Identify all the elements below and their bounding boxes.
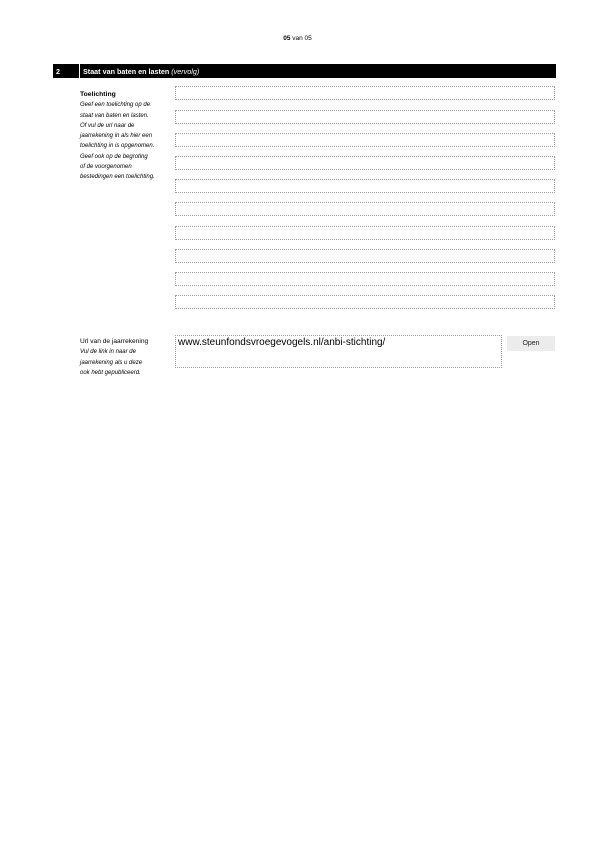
toelichting-line-4[interactable] xyxy=(175,156,555,170)
toelichting-line-9[interactable] xyxy=(175,272,555,286)
help-line: staat van baten en lasten. xyxy=(80,112,149,119)
toelichting-line-1[interactable] xyxy=(175,86,555,100)
url-help-line: jaarrekening als u deze xyxy=(80,359,143,366)
help-line: of de voorgenomen xyxy=(80,164,132,171)
help-line: jaarrekening in als hier een xyxy=(80,133,153,140)
page-separator: van xyxy=(292,35,303,42)
url-input[interactable]: www.steunfondsvroegevogels.nl/anbi-stichting/ xyxy=(175,335,502,368)
toelichting-line-6[interactable] xyxy=(175,202,555,216)
page-counter xyxy=(0,35,595,42)
toelichting-line-7[interactable] xyxy=(175,226,555,240)
url-help-line: Vul de link in naar de xyxy=(80,349,136,356)
help-line: Geef een toelichting op de xyxy=(80,102,151,109)
section-subtitle: (vervolg) xyxy=(171,66,200,76)
toelichting-line-2[interactable] xyxy=(175,110,555,124)
toelichting-label xyxy=(80,90,172,183)
help-line: Geef ook op de begroting xyxy=(80,153,148,160)
help-line: Of vul de url naar de xyxy=(80,122,135,129)
section-number: 2 xyxy=(56,66,60,76)
help-line: toelichting in is opgenomen. xyxy=(80,143,155,150)
section-divider xyxy=(79,64,80,78)
url-label-block xyxy=(80,337,172,378)
section-header xyxy=(53,64,556,78)
toelichting-line-3[interactable] xyxy=(175,133,555,147)
toelichting-line-5[interactable] xyxy=(175,179,555,193)
open-button[interactable]: Open xyxy=(507,336,555,351)
help-line: bestedingen een toelichting. xyxy=(80,174,155,181)
toelichting-heading: Toelichting xyxy=(80,91,116,98)
toelichting-line-10[interactable] xyxy=(175,295,555,309)
toelichting-line-8[interactable] xyxy=(175,249,555,263)
page-total: 05 xyxy=(304,35,312,42)
section-title: Staat van baten en lasten xyxy=(83,66,170,76)
url-help-line: ook hebt gepubliceerd. xyxy=(80,369,141,376)
page-current: 05 xyxy=(283,35,291,42)
url-label: Url van de jaarrekening xyxy=(80,338,149,345)
